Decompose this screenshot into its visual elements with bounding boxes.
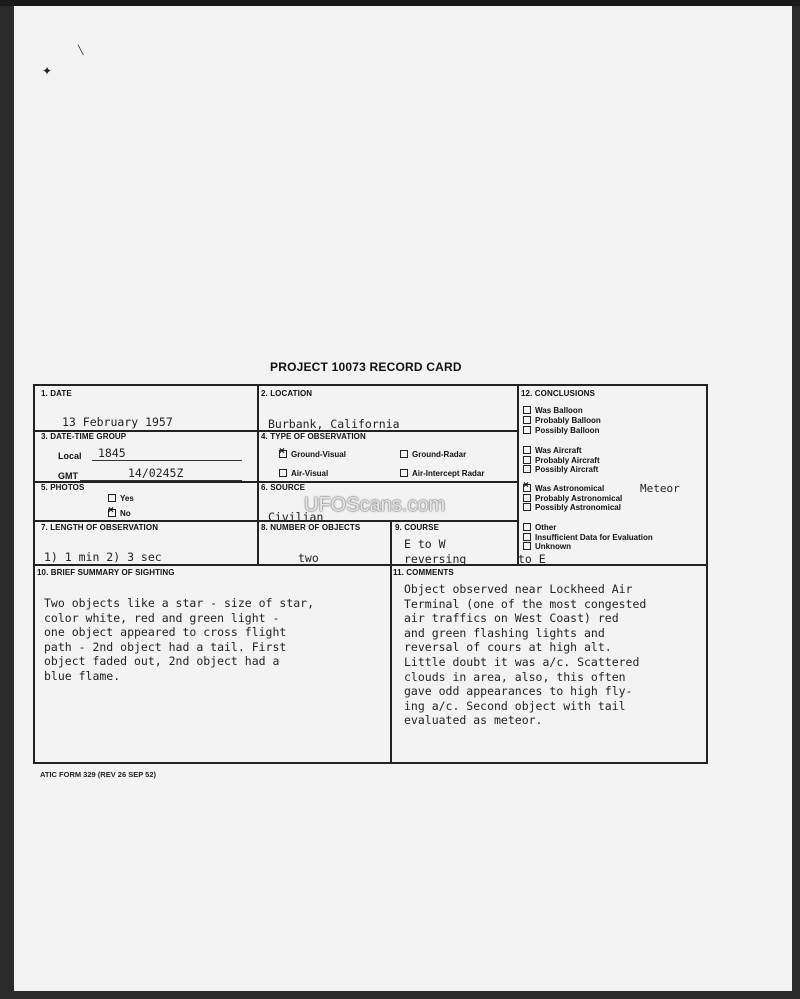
checkbox[interactable]	[523, 406, 531, 414]
conclusion-option[interactable]	[523, 456, 600, 465]
conclusion-label: Was Aircraft	[535, 446, 582, 455]
divider	[390, 520, 392, 564]
date-value: 13 February 1957	[62, 415, 173, 429]
option-air-intercept-radar[interactable]: Air-Intercept Radar	[400, 469, 484, 478]
conclusions-label: 12. CONCLUSIONS	[521, 389, 595, 398]
gmt-time-value: 14/0245Z	[128, 466, 184, 480]
course-value-3: to E	[518, 552, 546, 566]
conclusion-option[interactable]	[523, 533, 653, 542]
checkbox-checked[interactable]	[279, 450, 287, 458]
type-obs-label: 4. TYPE OF OBSERVATION	[261, 432, 366, 441]
conclusion-option[interactable]	[523, 446, 582, 455]
conclusion-label: Probably Astronomical	[535, 494, 623, 503]
meteor-annotation: Meteor	[640, 482, 680, 495]
date-label: 1. DATE	[41, 389, 72, 398]
summary-text: Two objects like a star - size of star, color white, red and green light - one object appeared to cross flight path - 2nd object had a tail. First object faded out, 2nd object had a blue flame.	[44, 596, 315, 683]
checkbox[interactable]	[523, 426, 531, 434]
checkbox[interactable]	[523, 494, 531, 502]
conclusion-label: Other	[535, 523, 557, 532]
checkbox[interactable]	[523, 416, 531, 424]
course-label: 9. COURSE	[395, 523, 440, 532]
conclusion-option[interactable]	[523, 484, 604, 493]
conclusion-label: Probably Aircraft	[535, 456, 600, 465]
local-underline	[92, 460, 242, 461]
checkbox[interactable]	[400, 450, 408, 458]
conclusion-label: Possibly Aircraft	[535, 465, 599, 474]
num-objects-label: 8. NUMBER OF OBJECTS	[261, 523, 361, 532]
checkbox[interactable]	[523, 533, 531, 541]
summary-label: 10. BRIEF SUMMARY OF SIGHTING	[37, 568, 175, 577]
scan-speck: ✦	[42, 64, 53, 78]
local-label: Local	[58, 451, 82, 461]
num-objects-value: two	[298, 551, 319, 565]
gmt-underline	[80, 480, 242, 481]
conclusion-option[interactable]	[523, 542, 571, 551]
conclusion-label: Possibly Astronomical	[535, 503, 621, 512]
gmt-label: GMT	[58, 471, 78, 481]
divider	[390, 564, 392, 764]
divider	[517, 386, 519, 566]
checkbox[interactable]	[523, 456, 531, 464]
option-air-visual[interactable]: Air-Visual	[279, 469, 328, 478]
length-value: 1) 1 min 2) 3 sec	[44, 550, 162, 564]
conclusion-label: Probably Balloon	[535, 416, 601, 425]
divider	[257, 386, 259, 566]
conclusion-label: Was Balloon	[535, 406, 583, 415]
conclusion-option[interactable]	[523, 406, 583, 415]
conclusion-option[interactable]	[523, 416, 601, 425]
conclusion-label: Insufficient Data for Evaluation	[535, 533, 653, 542]
comments-text: Object observed near Lockheed Air Terminal (one of the most congested air traffics on West Coast) red and green flashing lights and reversal of cours at high alt. Little doubt it was a/c. Scattered clouds in area, also, this often gave odd appearances to high fly- ing a/c. Second object with tail evaluated as meteor.	[404, 582, 647, 728]
dtg-label: 3. DATE-TIME GROUP	[41, 432, 127, 441]
comments-label: 11. COMMENTS	[393, 568, 454, 577]
checkbox[interactable]	[523, 523, 531, 531]
card-title: PROJECT 10073 RECORD CARD	[270, 360, 462, 374]
checkbox-checked[interactable]	[523, 484, 531, 492]
form-id: ATIC FORM 329 (REV 26 SEP 52)	[40, 770, 157, 779]
photos-label: 5. PHOTOS	[41, 483, 85, 492]
conclusion-label: Was Astronomical	[535, 484, 605, 493]
photos-yes-option[interactable]: Yes	[108, 494, 134, 503]
local-time-value: 1845	[98, 446, 126, 460]
checkbox[interactable]	[523, 503, 531, 511]
conclusion-option[interactable]	[523, 523, 556, 532]
conclusion-option[interactable]	[523, 494, 622, 503]
conclusion-label: Unknown	[535, 542, 571, 551]
watermark: UFOScans.com	[304, 494, 446, 516]
option-ground-visual[interactable]: ×Ground-Visual	[279, 450, 346, 459]
checkbox[interactable]	[523, 446, 531, 454]
checkbox-checked[interactable]	[108, 509, 116, 517]
checkbox[interactable]	[523, 542, 531, 550]
divider	[35, 564, 708, 566]
course-value-1: E to W	[404, 537, 446, 551]
length-label: 7. LENGTH OF OBSERVATION	[41, 523, 159, 532]
conclusion-label: Possibly Balloon	[535, 426, 600, 435]
location-value: Burbank, California	[268, 417, 400, 431]
checkbox[interactable]	[523, 465, 531, 473]
checkbox[interactable]	[400, 469, 408, 477]
photos-no-option[interactable]: ×No	[108, 509, 131, 518]
conclusion-option[interactable]	[523, 465, 598, 474]
scan-speck: ╲	[78, 46, 84, 56]
checkbox[interactable]	[108, 494, 116, 502]
conclusion-option[interactable]	[523, 503, 621, 512]
checkbox[interactable]	[279, 469, 287, 477]
option-ground-radar[interactable]: Ground-Radar	[400, 450, 466, 459]
course-value-2: reversing	[404, 552, 467, 566]
location-label: 2. LOCATION	[261, 389, 313, 398]
source-label: 6. SOURCE	[261, 483, 306, 492]
conclusion-option[interactable]	[523, 426, 599, 435]
source-value: Civilian	[268, 510, 324, 524]
